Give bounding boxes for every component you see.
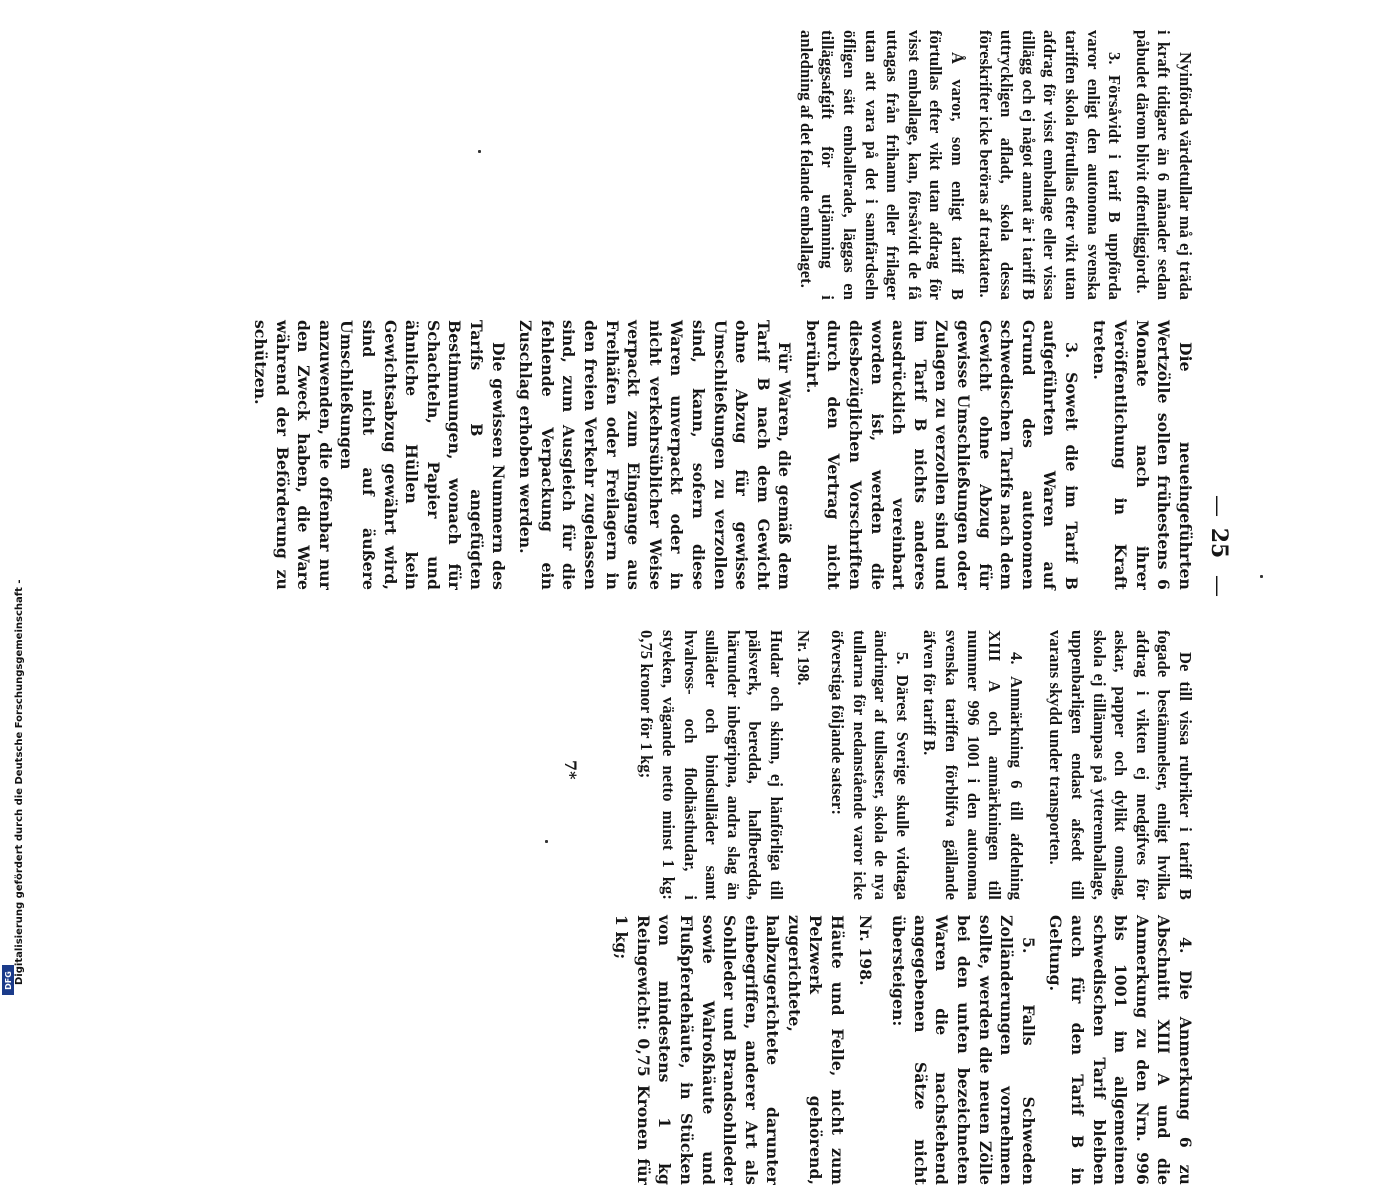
swedish-paragraph-1: Nyinförda värdetullar må ej träda i kraft tidigare än 6 månader sedan påbudet därom blivit offentliggjordt.: [1132, 30, 1195, 300]
german-paragraph-1: Die neueingeführten Wertzölle sollen frühestens 6 Monate nach ihrer Veröffentlichung in Kraft treten.: [1089, 320, 1195, 590]
german-paragraph-2: 3. Soweit die im Tarif B aufgeführten Waren auf Grund des autonomen schwedischen Tarifs nach dem Gewicht ohne Abzug für gewisse Umschließungen oder Zulagen zu verzollen sind und im Tarif B nichts anderes ausdrücklich vereinbart worden ist, werden die diesbezüglichen Vorschriften durch den Vertrag nicht berührt.: [802, 320, 1082, 590]
swedish-paragraph-2: 3. Försåvidt i tarif B uppförda varor enligt den autonoma svenska tariffen skola förtullas efter vikt utan afdrag för visst emballage eller vissa tillägg och ej något annat är i tariff B uttryckligen afladt, skola dessa föreskrifter icke beröras af traktaten.: [975, 30, 1125, 300]
swedish-paragraph-3: Å varor, som enligt tariff B förtullas efter vikt utan afdrag för visst emballage, kan, försåvidt de få uttagas från frihamn eller frilager utan att vara på det i samfärdseln öfligen sätt emballerade, läggas en tilläggsafgift för utjämning i anledning af det felande emballaget.: [796, 30, 968, 300]
swedish-paragraph-5: 4. Anmärkning 6 till afdelning XIII A och anmärkningen till nummer 996 1001 i den autonoma svenska tariffen förblifva gällande äfven för tariff B.: [920, 630, 1026, 900]
german-paragraph-4: Die gewissen Nummern des Tarifs B angefügten Bestimmungen, wonach für Schachteln, Papier und ähnliche Hüllen kein Gewichtsabzug gewährt wird, sind nicht auf äußere Umschließungen anzuwenden, die offenbar nur den Zweck haben, die Ware während der Beförderung zu schützen.: [251, 320, 508, 590]
digitization-credit: Digitalisierung gefördert durch die Deutsche Forschungsgemeinschaft -: [14, 579, 25, 985]
german-column-top: [243, 320, 1196, 590]
dfg-logo: DFG: [2, 965, 14, 995]
header-dash-left: —: [1205, 495, 1230, 517]
scan-speck: [1260, 575, 1263, 578]
printer-signature: 7*: [561, 760, 580, 780]
swedish-paragraph-6: 5. Därest Sverige skulle vidtaga ändringar af tullsatser, skola de nya tullarna för nedanstående varor icke öfverstiga följande satser:: [828, 630, 912, 900]
page-header: [1202, 30, 1232, 1150]
scan-speck: [478, 150, 481, 153]
german-paragraph-3: Für Waren, die gemäß dem Tarif B nach dem Gewicht ohne Abzug für gewisse Umschließungen zu verzollen sind, kann, sofern diese Waren unverpackt oder in nicht verkehrsüblicher Weise verpackt zum Eingange aus Freihäfen oder Freilagern in den freien Verkehr zugelassen sind, zum Ausgleich für die fehlende Verpackung ein Zuschlag erhoben werden.: [516, 320, 795, 590]
german-tariff-text: Häute und Felle, nicht zum Pelzwerk gehörend, zugerichtete, halbzugerichtete darunter einbegriffen, anderer Art als Sohlleder und Brandsohlleder sowie Walroßhäute und Flußpferdehäute, in Stücken von mindestens 1 kg Reingewicht: 0,75 Kronen für 1 kg;: [612, 915, 848, 1185]
german-column-bottom: [605, 915, 1196, 1185]
swedish-tariff-number: Nr. 198.: [794, 630, 814, 686]
page-number: 25: [1206, 527, 1232, 559]
rotated-page-content: [251, 30, 1240, 1185]
german-paragraph-6: 5. Falls Schweden Zolländerungen vornehmen sollte, werden die neuen Zölle bei den unten bezeichneten Waren die nachstehend angegebenen Sätze nicht übersteigen:: [889, 915, 1038, 1185]
swedish-column-top: [789, 30, 1196, 300]
scan-speck: [545, 840, 548, 843]
header-dash-right: —: [1205, 575, 1230, 597]
swedish-tariff-text: Hudar och skinn, ej hänförliga till pälsverk, beredda, halfberedda, härunder inbegripna, andra slag än sulläder och bindsulläder samt hvalross- och flodhästhudar, i styeken, vägande netto minst 1 kg: 0,75 kronor för 1 kg;: [637, 630, 786, 900]
german-paragraph-5: 4. Die Anmerkung 6 zu Abschnitt XIII A und die Anmerkung zu den Nrn. 996 bis 1001 im allgemeinen schwedischen Tarif bleiben auch für den Tarif B in Geltung.: [1046, 915, 1195, 1185]
german-tariff-number: Nr. 198.: [855, 915, 875, 986]
swedish-column-bottom: [630, 630, 1196, 900]
swedish-paragraph-4: De till vissa rubriker i tariff B fogade bestämmelser, enligt hvilka afdrag i vikten ej medgifves för askar, papper och dylikt omslag, skola ej tillämpas på ytteremballage, uppenbarligen endast afsedt till varans skydd under transporten.: [1046, 630, 1195, 900]
